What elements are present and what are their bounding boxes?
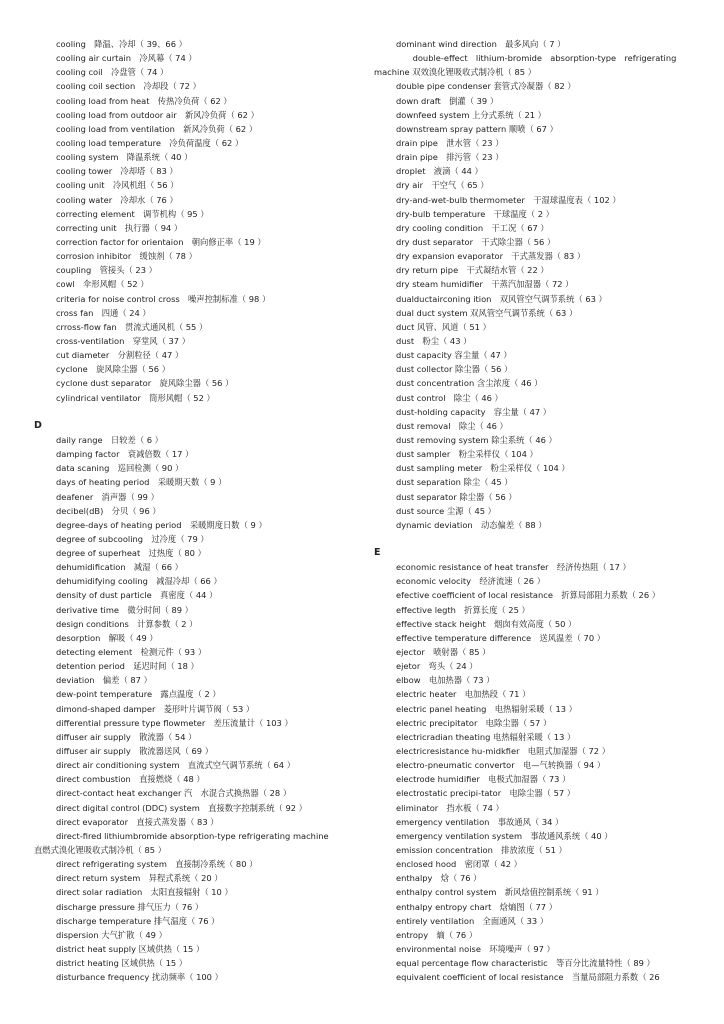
glossary-entry: cowl 伞形风帽（ 52 ） [56, 279, 149, 290]
glossary-entry: downfeed system 上分式系统（ 21 ） [396, 109, 546, 120]
glossary-entry: cooling load from ventilation 新风冷负荷（ 62 ） [56, 123, 258, 134]
glossary-entry: dual duct system 双风管空气调节系统（ 63 ） [396, 307, 578, 318]
glossary-entry: equal percentage flow characteristic 等百分比流量特性（ 89 ） [396, 958, 655, 969]
glossary-entry: cylindrical ventilator 筒形风帽（ 52 ） [56, 392, 215, 403]
glossary-entry: dust sampling meter 粉尘采样仪（ 104 ） [396, 463, 570, 474]
glossary-entry: cooling 降温、冷却（ 39、66 ） [56, 39, 187, 49]
glossary-entry: differential pressure type flowmeter 差压流量计（ 103 ） [56, 717, 293, 728]
glossary-entry: district heat supply 区域供热（ 15 ） [56, 944, 205, 954]
glossary-entry: direct return system 异程式系统（ 20 ） [56, 873, 223, 884]
glossary-column-right [374, 37, 720, 984]
glossary-entry: dust collector 除尘器（ 56 ） [396, 364, 513, 375]
glossary-entry: dust control 除尘（ 46 ） [396, 392, 503, 403]
glossary-entry: dust separator 除尘器（ 56 ） [396, 491, 517, 502]
glossary-entry: desorption 解吸（ 49 ） [56, 632, 158, 643]
glossary-column-left [34, 37, 374, 984]
glossary-entry: correcting unit 执行器（ 94 ） [56, 222, 183, 233]
glossary-entry: decibel(dB) 分贝（ 96 ） [56, 505, 161, 516]
glossary-entry: enthalpy entropy chart 焓熵图（ 77 ） [396, 901, 557, 912]
glossary-entry: electric panel heating 电热辐射采暖（ 13 ） [396, 703, 577, 714]
glossary-entry: environmental noise 环境噪声（ 97 ） [396, 944, 555, 954]
glossary-entry: direct evaporator 直接式蒸发器（ 83 ） [56, 816, 219, 827]
glossary-entry: deviation 偏差（ 87 ） [56, 675, 152, 686]
glossary-entry: emission concentration 排放浓度（ 51 ） [396, 845, 567, 856]
glossary-entry: degree-days of heating period 采暖期度日数（ 9 ） [56, 519, 267, 530]
glossary-entry: downstream spray pattern 顺喷（ 67 ） [396, 123, 558, 134]
glossary-entry: emergency ventilation 事故通风（ 34 ） [396, 816, 564, 827]
glossary-entry: dry steam humidifier 干蒸汽加湿器（ 72 ） [396, 279, 574, 290]
section-letter: E [374, 547, 381, 559]
glossary-entry: daily range 日较差（ 6 ） [56, 434, 163, 445]
glossary-entry: cooling unit 冷风机组（ 56 ） [56, 180, 179, 191]
glossary-entry: dry air 干空气（ 65 ） [396, 180, 489, 191]
glossary-entry: dry-and-wet-bulb thermometer 干湿球温度表（ 102 ） [396, 194, 621, 205]
glossary-entry: enclosed hood 密闭罩（ 42 ） [396, 859, 522, 870]
glossary-entry: degree of subcooling 过冷度（ 79 ） [56, 533, 209, 544]
glossary-entry: direct digital control (DDC) system 直接数字控制系统（ 92 ） [56, 802, 307, 813]
glossary-entry: days of heating period 采暖期天数（ 9 ） [56, 477, 227, 488]
glossary-entry: entropy 熵（ 76 ） [396, 929, 478, 940]
glossary-entry: dominant wind direction 最多风向（ 7 ） [396, 39, 566, 49]
glossary-entry: electrostatic precipi-tator 电除尘器（ 57 ） [396, 788, 576, 799]
glossary-entry: dimond-shaped damper 菱形叶片调节阀（ 53 ） [56, 703, 255, 714]
glossary-entry: enthalpy control system 新风焓值控制系统（ 91 ） [396, 887, 604, 898]
glossary-entry: droplet 液滴（ 44 ） [396, 166, 483, 177]
glossary-entry: disturbance frequency 扰动频率（ 100 ） [56, 972, 223, 983]
glossary-entry: ejetor 弯头（ 24 ） [396, 661, 478, 672]
glossary-entry: dust sampler 粉尘采样仪（ 104 ） [396, 449, 538, 460]
glossary-entry: cooling tower 冷却塔（ 83 ） [56, 166, 178, 177]
glossary-entry-continuation: 直燃式溴化锂吸收式制冷机（ 85 ） [34, 845, 166, 856]
glossary-entry: electricradian theating 电热辐射采暖（ 13 ） [396, 731, 576, 742]
glossary-entry: deafener 消声器（ 99 ） [56, 491, 159, 502]
glossary-entry: design conditions 计算参数（ 2 ） [56, 618, 198, 629]
glossary-entry: crross-flow fan 贯流式通风机（ 55 ） [56, 321, 208, 332]
glossary-entry: dry return pipe 干式凝结水管（ 22 ） [396, 265, 549, 276]
glossary-entry: double-effect lithium-bromide absorption-type refrigerating [396, 53, 677, 64]
glossary-entry: dust-holding capacity 容尘量（ 47 ） [396, 406, 552, 417]
glossary-entry: dust concentration 含尘浓度（ 46 ） [396, 378, 543, 389]
glossary-entry: district heating 区域供热（ 15 ） [56, 958, 188, 969]
section-letter: D [34, 419, 42, 431]
glossary-entry: dry dust separator 干式除尘器（ 56 ） [396, 236, 556, 247]
glossary-entry: data scaning 巡回检测（ 90 ） [56, 463, 184, 474]
glossary-entry: effective stack height 烟囱有效高度（ 50 ） [396, 618, 577, 629]
glossary-entry: effective temperature difference 送风温差（ 70 ） [396, 632, 606, 643]
glossary-entry: dehumidification 减湿（ 66 ） [56, 562, 183, 573]
glossary-entry: effective legth 折算长度（ 25 ） [396, 604, 530, 615]
glossary-entry: dry expansion evaporator 干式蒸发器（ 83 ） [396, 251, 586, 262]
glossary-entry: electrode humidifier 电极式加湿器（ 73 ） [396, 774, 571, 785]
glossary-entry: elbow 电加热器（ 73 ） [396, 675, 495, 686]
glossary-entry: diffuser air supply 散流器（ 54 ） [56, 731, 197, 742]
glossary-entry: cooling water 冷却水（ 76 ） [56, 194, 178, 205]
glossary-entry: direct-fired lithiumbromide absorption-type refrigerating machine [56, 830, 329, 841]
glossary-entry: detention period 延迟时间（ 18 ） [56, 661, 199, 672]
glossary-entry: cyclone dust separator 旋风除尘器（ 56 ） [56, 378, 234, 389]
glossary-entry: direct combustion 直接燃烧（ 48 ） [56, 774, 205, 785]
glossary-entry: derivative time 微分时间（ 89 ） [56, 604, 193, 615]
glossary-entry: ejector 喷射器（ 85 ） [396, 647, 491, 658]
glossary-entry: direct-contact heat exchanger 汽 水混合式换热器（ 28 ） [56, 788, 292, 799]
glossary-entry: electro-pneumatic convertor 电—气转换器（ 94 ） [396, 760, 606, 771]
glossary-entry: entirely ventilation 全面通风（ 33 ） [396, 915, 549, 926]
glossary-entry: cooling air curtain 冷风幕（ 74 ） [56, 53, 197, 64]
glossary-entry: dualductairconing ition 双风管空气调节系统（ 63 ） [396, 293, 607, 304]
glossary-entry: discharge pressure 排气压力（ 76 ） [56, 901, 204, 912]
glossary-entry: dust removal 除尘（ 46 ） [396, 420, 508, 431]
glossary-entry: cut diameter 分割粒径（ 47 ） [56, 350, 184, 361]
glossary-entry: dry cooling condition 干工况（ 67 ） [396, 222, 549, 233]
glossary-entry: electricresistance hu-midkfier 电阻式加湿器（ 72 ） [396, 746, 611, 757]
glossary-entry: drain pipe 排污管（ 23 ） [396, 152, 504, 163]
glossary-entry: economic velocity 经济流速（ 26 ） [396, 576, 546, 587]
glossary-entry: dew-point temperature 露点温度（ 2 ） [56, 689, 221, 700]
glossary-entry: cooling coil 冷盘管（ 74 ） [56, 67, 169, 78]
glossary-entry: cross fan 四通（ 24 ） [56, 307, 151, 318]
glossary-entry: dust removing system 除尘系统（ 46 ） [396, 434, 557, 445]
glossary-entry: direct air conditioning system 直流式空气调节系统（ 64 ） [56, 760, 296, 771]
glossary-entry: cooling load temperature 冷负荷温度（ 62 ） [56, 137, 244, 148]
glossary-entry: eliminator 挡水板（ 74 ） [396, 802, 504, 813]
glossary-entry: cooling load from outdoor air 新风冷负荷（ 62 ） [56, 109, 259, 120]
glossary-entry: economic resistance of heat transfer 经济传热阻（ 17 ） [396, 562, 631, 573]
glossary-entry: discharge temperature 排气温度（ 76 ） [56, 915, 220, 926]
glossary-entry: electric heater 电加热段（ 71 ） [396, 689, 531, 700]
glossary-entry: dust source 尘源（ 45 ） [396, 505, 496, 516]
glossary-entry: cooling system 降温系统（ 40 ） [56, 152, 193, 163]
glossary-entry: diffuser air supply 散流器送风（ 69 ） [56, 746, 213, 757]
glossary-entry: drain pipe 泄水管（ 23 ） [396, 137, 504, 148]
glossary-entry: dust 粉尘（ 43 ） [396, 335, 472, 346]
glossary-entry: dispersion 大气扩散（ 49 ） [56, 929, 167, 940]
glossary-entry: dust separation 除尘（ 45 ） [396, 477, 513, 488]
glossary-entry: criteria for noise control cross 噪声控制标准（ 98 ） [56, 293, 271, 304]
glossary-entry: dust capacity 容尘量（ 47 ） [396, 350, 512, 361]
glossary-entry: dehumidifying cooling 减湿冷却（ 66 ） [56, 576, 222, 587]
glossary-entry: degree of superheat 过热度（ 80 ） [56, 548, 206, 559]
glossary-entry: damping factor 衰减倍数（ 17 ） [56, 449, 194, 460]
glossary-entry: corrosion inhibitor 缓蚀剂（ 78 ） [56, 251, 197, 262]
glossary-entry: detecting element 检测元件（ 93 ） [56, 647, 207, 658]
glossary-entry: dynamic deviation 动态偏差（ 88 ） [396, 519, 547, 530]
glossary-entry: efective coefficient of local resistance 折算局部阻力系数（ 26 ） [396, 590, 661, 601]
section-spacer [34, 405, 374, 419]
glossary-entry: down draft 倒灌（ 39 ） [396, 95, 499, 106]
glossary-entry: cross-ventilation 穿堂风（ 37 ） [56, 335, 191, 346]
glossary-entry: emergency ventilation system 事故通风系统（ 40 ） [396, 830, 613, 841]
glossary-entry: dry-bulb temperature 干球温度（ 2 ） [396, 208, 554, 219]
glossary-entry: equivalent coefficient of local resistance 当量局部阻力系数（ 26 [396, 972, 660, 983]
glossary-entry: coupling 管接头（ 23 ） [56, 265, 157, 276]
glossary-entry: enthalpy 焓（ 76 ） [396, 873, 482, 884]
glossary-entry: cooling load from heat 传热冷负荷（ 62 ） [56, 95, 232, 106]
section-spacer [374, 532, 720, 546]
glossary-entry: cyclone 旋风除尘器（ 56 ） [56, 364, 170, 375]
glossary-entry: direct refrigerating system 直接制冷系统（ 80 ） [56, 859, 258, 870]
glossary-entry: duct 风管、风道（ 51 ） [396, 321, 491, 332]
glossary-entry: density of dust particle 真密度（ 44 ） [56, 590, 218, 601]
glossary-entry: electric precipitator 电除尘器（ 57 ） [396, 717, 552, 728]
glossary-entry: direct solar radiation 太阳直接辐射（ 10 ） [56, 887, 233, 898]
glossary-entry: correction factor for orientaion 朝向修正率（ 19 ） [56, 236, 266, 247]
glossary-entry: double pipe condenser 套管式冷凝器（ 82 ） [396, 81, 576, 92]
glossary-entry: correcting element 调节机构（ 95 ） [56, 208, 209, 219]
glossary-entry-continuation: machine 双效溴化锂吸收式制冷机（ 85 ） [374, 67, 536, 78]
glossary-entry: cooling coil section 冷却段（ 72 ） [56, 81, 201, 92]
